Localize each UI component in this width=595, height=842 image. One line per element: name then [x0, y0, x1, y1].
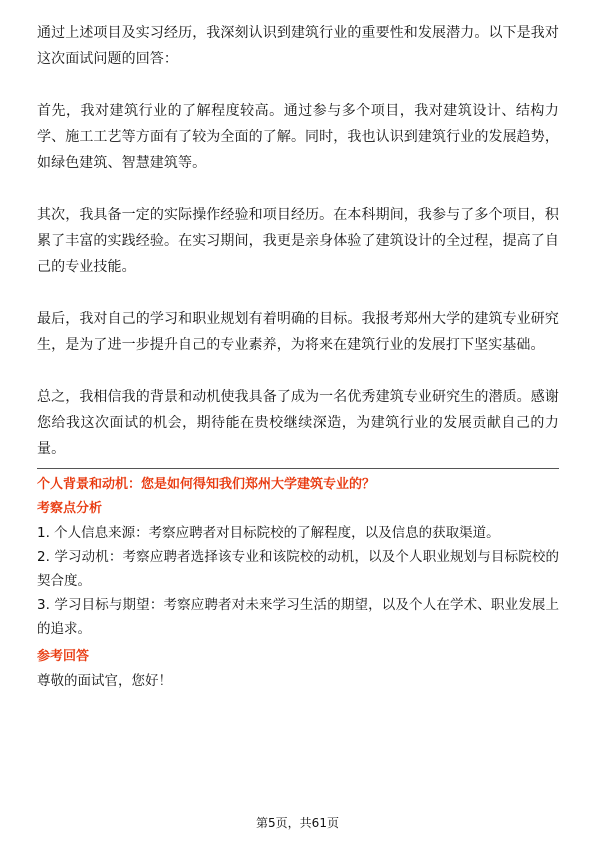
- answer-greeting: 尊敬的面试官，您好！: [37, 673, 172, 689]
- page-number: 第5页，共61页: [256, 816, 339, 830]
- paragraph-second: 其次，我具备一定的实际操作经验和项目经历。在本科期间，我参与了多个项目，积累了丰富的实践经验。在实习期间，我更是亲身体验了建筑设计的全过程，提高了自己的专业技能。: [37, 207, 559, 275]
- analysis-heading: 考察点分析: [37, 501, 103, 516]
- section-divider: [37, 468, 559, 469]
- paragraph-spacer: [37, 176, 559, 202]
- paragraph-spacer: [37, 358, 559, 384]
- question-heading: 个人背景和动机：您是如何得知我们郑州大学建筑专业的？: [37, 477, 376, 492]
- paragraph-conclusion: 总之，我相信我的背景和动机使我具备了成为一名优秀建筑专业研究生的潜质。感谢您给我这次面试的机会，期待能在贵校继续深造，为建筑行业的发展贡献自己的力量。: [37, 389, 559, 457]
- paragraph-intro: 通过上述项目及实习经历，我深刻认识到建筑行业的重要性和发展潜力。以下是我对这次面试问题的回答：: [37, 25, 559, 67]
- paragraph-spacer: [37, 280, 559, 306]
- document-body: [37, 20, 559, 693]
- analysis-item: 3. 学习目标与期望：考察应聘者对未来学习生活的期望，以及个人在学术、职业发展上的追求。: [37, 597, 559, 637]
- analysis-item: 1. 个人信息来源：考察应聘者对目标院校的了解程度，以及信息的获取渠道。: [37, 525, 500, 541]
- paragraph-last: 最后，我对自己的学习和职业规划有着明确的目标。我报考郑州大学的建筑专业研究生，是为了进一步提升自己的专业素养，为将来在建筑行业的发展打下坚实基础。: [37, 311, 559, 353]
- paragraph-spacer: [37, 72, 559, 98]
- analysis-item: 2. 学习动机：考察应聘者选择该专业和该院校的动机，以及个人职业规划与目标院校的契合度。: [37, 549, 559, 589]
- paragraph-first: 首先，我对建筑行业的了解程度较高。通过参与多个项目，我对建筑设计、结构力学、施工工艺等方面有了较为全面的了解。同时，我也认识到建筑行业的发展趋势，如绿色建筑、智慧建筑等。: [37, 103, 559, 171]
- answer-heading: 参考回答: [37, 649, 90, 664]
